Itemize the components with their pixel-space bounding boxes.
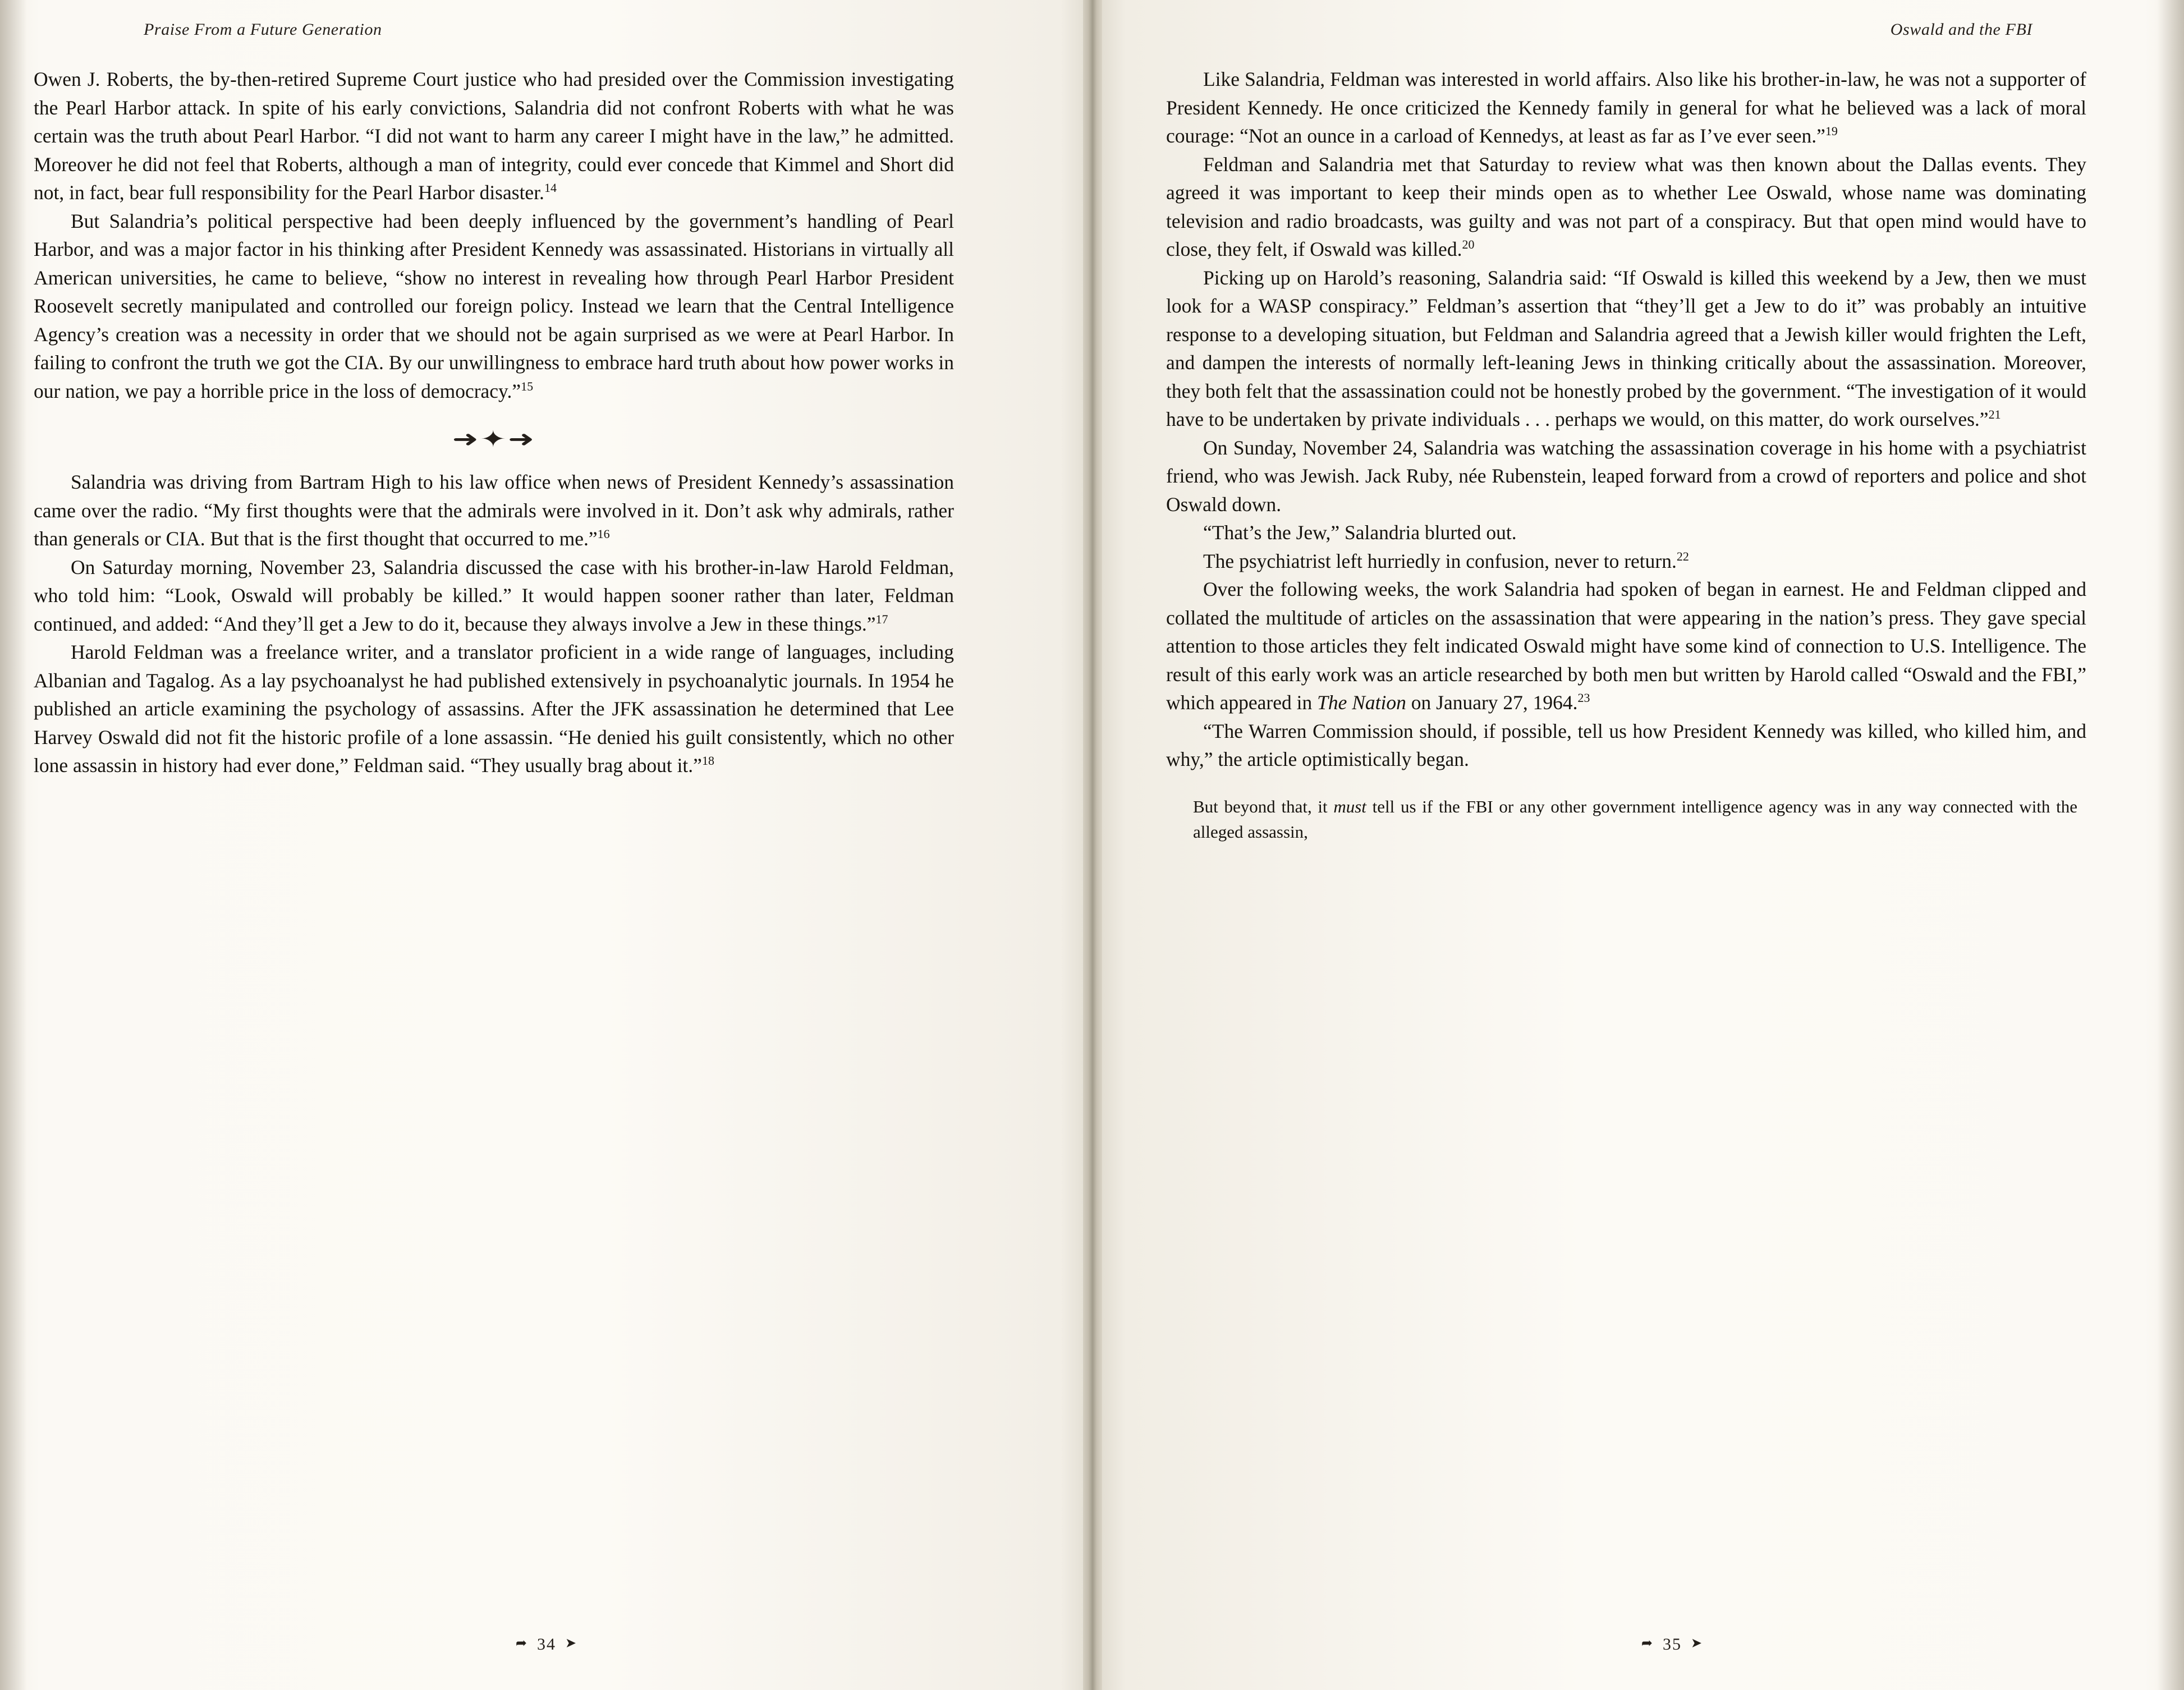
- page-right-edge-shadow: [2157, 0, 2184, 1690]
- footnote-marker: 18: [701, 754, 714, 768]
- paragraph-text: But Salandria’s political perspective had been deeply influenced by the government’s handling of Pearl Harbor, and was a major factor in his thinking after President Kennedy was assassinated. Historians in virtually all American universities, he came to believe, “show no interest in revealing how through Pearl Harbor President Roosevelt secretly manipulated and controlled our foreign policy. Instead we learn that the Central Intelligence Agency’s creation was a necessity in order that we should not be again surprised as we were at Pearl Harbor. In failing to confront the truth we got the CIA. By our unwillingness to embrace hard truth about how power works in our nation, we pay a horrible price in the loss of democracy.”: [34, 209, 954, 402]
- page-number: 35: [1663, 1635, 1682, 1654]
- paragraph: [1166, 65, 2086, 150]
- paragraph-text: The psychiatrist left hurriedly in confusion, never to return.: [1203, 549, 1677, 572]
- body-text-right: [1166, 65, 2086, 844]
- paragraph: [1166, 264, 2086, 434]
- folio-left: [0, 1635, 1127, 1654]
- page-right: [1093, 0, 2184, 1690]
- paragraph-text: Picking up on Harold’s reasoning, Salandria said: “If Oswald is killed this weekend by a Jew, then we must look for a WASP conspiracy.” Feldman’s assertion that “they’ll get a Jew to do it” was probably an intuitive response to a developing situation, but Feldman and Salandria agreed that a Jewish killer would frighten the Left, and dampen the interests of normally left-leaning Jews in thinking critically about the assassination. Moreover, they both felt that the assassination could not be honestly probed by the government. “The investigation of it would have to be undertaken by private individuals . . . perhaps we would, on this matter, do work ourselves.”: [1166, 266, 2086, 430]
- quote-text-after: tell us if the FBI or any other government intelligence agency was in any way connected with the alleged assassin,: [1193, 796, 2077, 842]
- running-head-right: Oswald and the FBI: [1890, 20, 2032, 39]
- body-text-left: [34, 65, 954, 780]
- folio-ornament-right: ➤: [565, 1636, 578, 1651]
- page-number: 34: [537, 1635, 556, 1654]
- paragraph: [1166, 547, 2086, 576]
- footnote-marker: 19: [1825, 124, 1838, 139]
- paragraph-tail: on January 27, 1964.: [1406, 691, 1578, 714]
- paragraph: [1166, 717, 2086, 774]
- paragraph-text: Harold Feldman was a freelance writer, and a translator proficient in a wide range of languages, including Albanian and Tagalog. As a lay psychoanalyst he had published extensively in psychoanalytic journals. In 1954 he published an article examining the psychology of assassins. After the JFK assassination he determined that Lee Harvey Oswald did not fit the historic profile of a lone assassin. “He denied his guilt consistently, which no other lone assassin in history had ever done,” Feldman said. “They usually brag about it.”: [34, 641, 954, 777]
- footnote-marker: 15: [521, 379, 534, 393]
- page-left-edge-shadow: [0, 0, 27, 1690]
- running-head-left: Praise From a Future Generation: [144, 20, 382, 39]
- paragraph: [34, 468, 954, 553]
- paragraph: [1166, 434, 2086, 519]
- folio-right: [1093, 1635, 2184, 1654]
- publication-title: The Nation: [1317, 691, 1406, 714]
- paragraph: [1166, 575, 2086, 717]
- quote-text-before: But beyond that, it: [1193, 796, 1334, 816]
- footnote-marker: 22: [1676, 549, 1689, 563]
- paragraph-text: On Saturday morning, November 23, Salandria discussed the case with his brother-in-law Harold Feldman, who told him: “Look, Oswald will probably be killed.” It would happen sooner rather than later, Feldman continued, and added: “And they’ll get a Jew to do it, because they always involve a Jew in these things.”: [34, 555, 954, 635]
- block-quotation: [1166, 794, 2086, 844]
- section-ornament: [34, 425, 954, 451]
- paragraph-text: Like Salandria, Feldman was interested in world affairs. Also like his brother-in-law, he was not a supporter of President Kennedy. He once criticized the Kennedy family in general for what he believed was a lack of moral courage: “Not an ounce in a carload of Kennedys, at least as far as I’ve ever seen.”: [1166, 68, 2086, 147]
- paragraph: [34, 553, 954, 639]
- folio-ornament-right: ➤: [1691, 1636, 1704, 1651]
- quote-emphasis: must: [1333, 796, 1366, 816]
- paragraph: [1166, 150, 2086, 264]
- paragraph: [34, 638, 954, 780]
- paragraph: [34, 207, 954, 406]
- paragraph: [34, 65, 954, 207]
- footnote-marker: 16: [597, 527, 610, 541]
- paragraph-text: “The Warren Commission should, if possible, tell us how President Kennedy was killed, who killed him, and why,” the article optimistically began.: [1166, 719, 2086, 770]
- footnote-marker: 20: [1462, 237, 1475, 252]
- paragraph-text: Owen J. Roberts, the by-then-retired Supreme Court justice who had presided over the Commission investigating the Pearl Harbor attack. In spite of his early convictions, Salandria did not confront Roberts with what he was certain was the truth about Pearl Harbor. “I did not want to harm any career I might have in the law,” he admitted. Moreover he did not feel that Roberts, although a man of integrity, could ever concede that Kimmel and Short did not, in fact, bear full responsibility for the Pearl Harbor disaster.: [34, 68, 954, 204]
- paragraph-text: Salandria was driving from Bartram High to his law office when news of President Kennedy’s assassination came over the radio. “My first thoughts were that the admirals were involved in it. Don’t ask why admirals, rather than generals or CIA. But that is the first thought that occurred to me.”: [34, 471, 954, 550]
- footnote-marker: 14: [544, 181, 557, 195]
- footnote-marker: 23: [1577, 691, 1590, 705]
- paragraph-text: On Sunday, November 24, Salandria was watching the assassination coverage in his home with a psychiatrist friend, who was Jewish. Jack Ruby, née Rubenstein, leaped forward from a crowd of reporters and police and shot Oswald down.: [1166, 436, 2086, 516]
- paragraph-text: Feldman and Salandria met that Saturday to review what was then known about the Dallas events. They agreed it was important to keep their minds open as to whether Lee Oswald, whose name was dominating television and radio broadcasts, was guilty and was not part of a conspiracy. But that open mind would have to close, they felt, if Oswald was killed.: [1166, 153, 2086, 260]
- ornament-glyph: ➜✦➜: [452, 426, 536, 452]
- book-gutter: [1083, 0, 1102, 1690]
- footnote-marker: 17: [875, 612, 888, 626]
- paragraph-text: Over the following weeks, the work Salandria had spoken of began in earnest. He and Feldman clipped and collated the multitude of articles on the assassination that were appearing in the nation’s press. They gave special attention to those articles they felt indicated Oswald might have some kind of connection to U.S. Intelligence. The result of this early work was an article researched by both men but written by Harold called “Oswald and the FBI,” which appeared in: [1166, 578, 2086, 714]
- paragraph-text: “That’s the Jew,” Salandria blurted out.: [1203, 521, 1517, 544]
- folio-ornament-left: ➦: [515, 1636, 528, 1651]
- folio-ornament-left: ➦: [1641, 1636, 1654, 1651]
- footnote-marker: 21: [1988, 407, 2001, 422]
- paragraph: [1166, 518, 2086, 547]
